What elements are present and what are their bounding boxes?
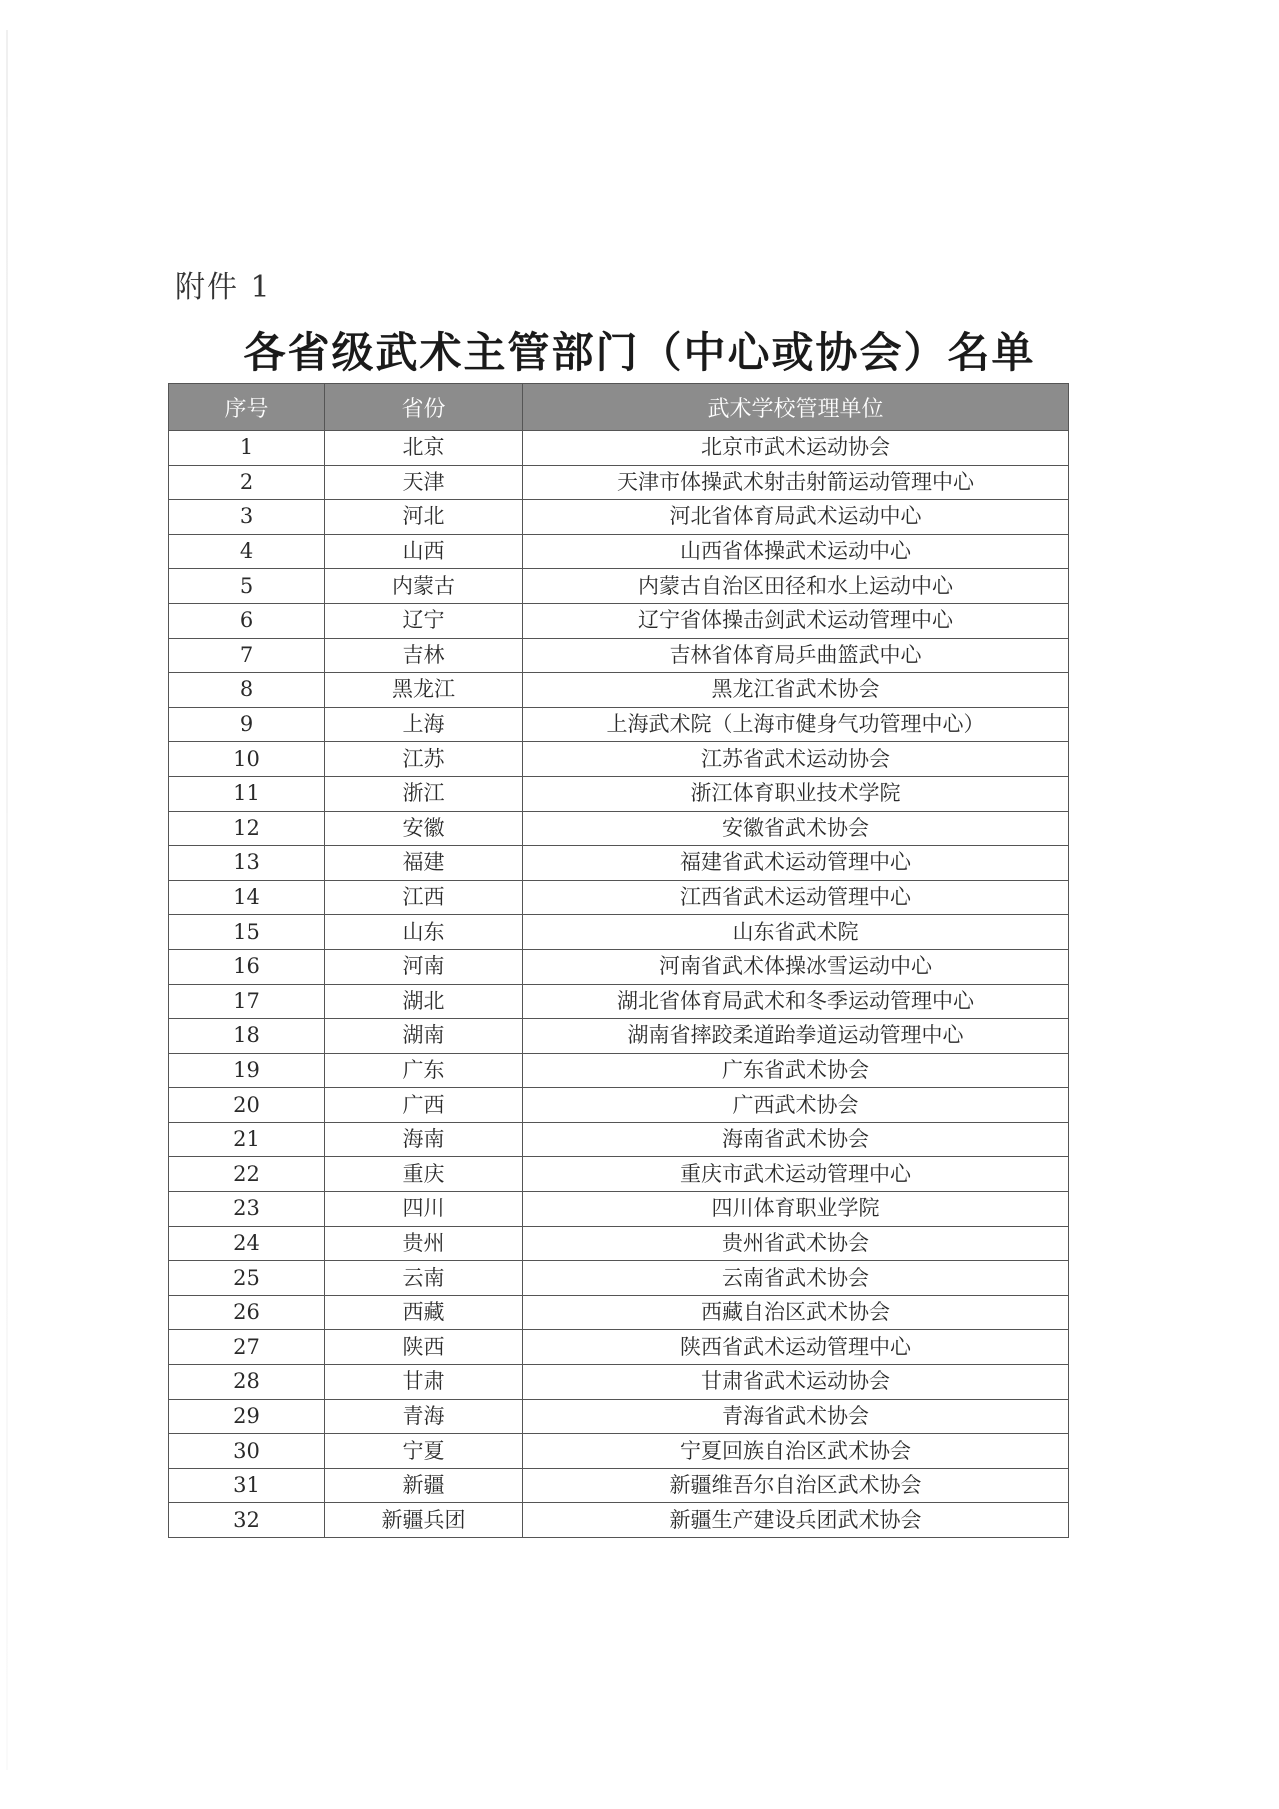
cell-seq: 18 bbox=[169, 1019, 325, 1054]
cell-seq: 17 bbox=[169, 984, 325, 1019]
cell-seq: 15 bbox=[169, 915, 325, 950]
table-row bbox=[169, 1192, 1069, 1227]
cell-seq: 4 bbox=[169, 534, 325, 569]
table-row bbox=[169, 1019, 1069, 1054]
cell-unit: 新疆生产建设兵团武术协会 bbox=[523, 1503, 1069, 1538]
cell-unit: 吉林省体育局乒曲篮武中心 bbox=[523, 638, 1069, 673]
cell-province: 湖北 bbox=[325, 984, 523, 1019]
cell-province: 内蒙古 bbox=[325, 569, 523, 604]
table-row bbox=[169, 1330, 1069, 1365]
cell-unit: 福建省武术运动管理中心 bbox=[523, 846, 1069, 881]
cell-province: 宁夏 bbox=[325, 1434, 523, 1469]
cell-seq: 27 bbox=[169, 1330, 325, 1365]
cell-seq: 16 bbox=[169, 949, 325, 984]
cell-unit: 上海武术院（上海市健身气功管理中心） bbox=[523, 707, 1069, 742]
cell-seq: 29 bbox=[169, 1399, 325, 1434]
cell-province: 重庆 bbox=[325, 1157, 523, 1192]
table-row bbox=[169, 915, 1069, 950]
cell-unit: 海南省武术协会 bbox=[523, 1122, 1069, 1157]
cell-seq: 7 bbox=[169, 638, 325, 673]
cell-province: 天津 bbox=[325, 465, 523, 500]
cell-unit: 宁夏回族自治区武术协会 bbox=[523, 1434, 1069, 1469]
table-row bbox=[169, 984, 1069, 1019]
cell-unit: 广东省武术协会 bbox=[523, 1053, 1069, 1088]
header-row bbox=[169, 384, 1069, 431]
cell-province: 陕西 bbox=[325, 1330, 523, 1365]
cell-seq: 28 bbox=[169, 1365, 325, 1400]
cell-province: 江苏 bbox=[325, 742, 523, 777]
cell-seq: 13 bbox=[169, 846, 325, 881]
cell-province: 甘肃 bbox=[325, 1365, 523, 1400]
table-row bbox=[169, 1295, 1069, 1330]
cell-province: 江西 bbox=[325, 880, 523, 915]
cell-unit: 内蒙古自治区田径和水上运动中心 bbox=[523, 569, 1069, 604]
table-row bbox=[169, 1434, 1069, 1469]
cell-seq: 24 bbox=[169, 1226, 325, 1261]
cell-province: 黑龙江 bbox=[325, 673, 523, 708]
table-row bbox=[169, 569, 1069, 604]
cell-seq: 21 bbox=[169, 1122, 325, 1157]
cell-unit: 江西省武术运动管理中心 bbox=[523, 880, 1069, 915]
cell-province: 新疆 bbox=[325, 1468, 523, 1503]
table-row bbox=[169, 1157, 1069, 1192]
cell-unit: 江苏省武术运动协会 bbox=[523, 742, 1069, 777]
cell-province: 北京 bbox=[325, 431, 523, 466]
cell-province: 河北 bbox=[325, 500, 523, 535]
cell-seq: 1 bbox=[169, 431, 325, 466]
table-row bbox=[169, 1503, 1069, 1538]
cell-province: 河南 bbox=[325, 949, 523, 984]
cell-unit: 青海省武术协会 bbox=[523, 1399, 1069, 1434]
table-row bbox=[169, 673, 1069, 708]
cell-unit: 河北省体育局武术运动中心 bbox=[523, 500, 1069, 535]
table-row bbox=[169, 465, 1069, 500]
cell-province: 湖南 bbox=[325, 1019, 523, 1054]
cell-unit: 四川体育职业学院 bbox=[523, 1192, 1069, 1227]
cell-seq: 26 bbox=[169, 1295, 325, 1330]
table-row bbox=[169, 1122, 1069, 1157]
cell-seq: 3 bbox=[169, 500, 325, 535]
cell-province: 广西 bbox=[325, 1088, 523, 1123]
cell-seq: 9 bbox=[169, 707, 325, 742]
cell-province: 浙江 bbox=[325, 776, 523, 811]
cell-unit: 黑龙江省武术协会 bbox=[523, 673, 1069, 708]
table-row bbox=[169, 431, 1069, 466]
cell-seq: 32 bbox=[169, 1503, 325, 1538]
cell-seq: 8 bbox=[169, 673, 325, 708]
cell-province: 山东 bbox=[325, 915, 523, 950]
cell-unit: 河南省武术体操冰雪运动中心 bbox=[523, 949, 1069, 984]
table-row bbox=[169, 603, 1069, 638]
header-province: 省份 bbox=[325, 384, 523, 431]
cell-unit: 云南省武术协会 bbox=[523, 1261, 1069, 1296]
cell-unit: 湖南省摔跤柔道跆拳道运动管理中心 bbox=[523, 1019, 1069, 1054]
cell-seq: 2 bbox=[169, 465, 325, 500]
table-row bbox=[169, 1468, 1069, 1503]
cell-province: 贵州 bbox=[325, 1226, 523, 1261]
cell-unit: 辽宁省体操击剑武术运动管理中心 bbox=[523, 603, 1069, 638]
table-body bbox=[169, 431, 1069, 1538]
cell-unit: 西藏自治区武术协会 bbox=[523, 1295, 1069, 1330]
cell-seq: 20 bbox=[169, 1088, 325, 1123]
table-row bbox=[169, 500, 1069, 535]
table-row bbox=[169, 949, 1069, 984]
cell-unit: 浙江体育职业技术学院 bbox=[523, 776, 1069, 811]
table-row bbox=[169, 1365, 1069, 1400]
cell-unit: 湖北省体育局武术和冬季运动管理中心 bbox=[523, 984, 1069, 1019]
cell-seq: 5 bbox=[169, 569, 325, 604]
cell-province: 吉林 bbox=[325, 638, 523, 673]
table-row bbox=[169, 638, 1069, 673]
table-row bbox=[169, 1261, 1069, 1296]
cell-unit: 安徽省武术协会 bbox=[523, 811, 1069, 846]
cell-seq: 25 bbox=[169, 1261, 325, 1296]
cell-unit: 广西武术协会 bbox=[523, 1088, 1069, 1123]
cell-province: 青海 bbox=[325, 1399, 523, 1434]
cell-province: 广东 bbox=[325, 1053, 523, 1088]
cell-seq: 14 bbox=[169, 880, 325, 915]
cell-unit: 新疆维吾尔自治区武术协会 bbox=[523, 1468, 1069, 1503]
cell-unit: 北京市武术运动协会 bbox=[523, 431, 1069, 466]
cell-unit: 陕西省武术运动管理中心 bbox=[523, 1330, 1069, 1365]
cell-seq: 11 bbox=[169, 776, 325, 811]
table-row bbox=[169, 776, 1069, 811]
table-row bbox=[169, 846, 1069, 881]
header-seq: 序号 bbox=[169, 384, 325, 431]
attachment-label: 附件 1 bbox=[175, 270, 272, 305]
cell-seq: 12 bbox=[169, 811, 325, 846]
table-row bbox=[169, 1053, 1069, 1088]
cell-unit: 山西省体操武术运动中心 bbox=[523, 534, 1069, 569]
scan-page-edge bbox=[6, 30, 8, 1770]
table-header bbox=[169, 384, 1069, 431]
cell-unit: 贵州省武术协会 bbox=[523, 1226, 1069, 1261]
cell-unit: 天津市体操武术射击射箭运动管理中心 bbox=[523, 465, 1069, 500]
table-row bbox=[169, 707, 1069, 742]
cell-province: 安徽 bbox=[325, 811, 523, 846]
cell-province: 海南 bbox=[325, 1122, 523, 1157]
cell-province: 云南 bbox=[325, 1261, 523, 1296]
table-row bbox=[169, 1088, 1069, 1123]
cell-unit: 山东省武术院 bbox=[523, 915, 1069, 950]
table-row bbox=[169, 742, 1069, 777]
table-row bbox=[169, 1226, 1069, 1261]
table-row bbox=[169, 880, 1069, 915]
cell-province: 辽宁 bbox=[325, 603, 523, 638]
header-unit: 武术学校管理单位 bbox=[523, 384, 1069, 431]
unit-list-table-container bbox=[168, 383, 1068, 1538]
document-title: 各省级武术主管部门（中心或协会）名单 bbox=[243, 328, 1036, 377]
cell-province: 西藏 bbox=[325, 1295, 523, 1330]
cell-province: 新疆兵团 bbox=[325, 1503, 523, 1538]
cell-province: 上海 bbox=[325, 707, 523, 742]
table-row bbox=[169, 534, 1069, 569]
cell-seq: 10 bbox=[169, 742, 325, 777]
cell-province: 山西 bbox=[325, 534, 523, 569]
unit-list-table bbox=[168, 383, 1069, 1538]
cell-unit: 甘肃省武术运动协会 bbox=[523, 1365, 1069, 1400]
cell-seq: 23 bbox=[169, 1192, 325, 1227]
cell-seq: 6 bbox=[169, 603, 325, 638]
cell-seq: 22 bbox=[169, 1157, 325, 1192]
cell-province: 四川 bbox=[325, 1192, 523, 1227]
cell-seq: 30 bbox=[169, 1434, 325, 1469]
table-row bbox=[169, 811, 1069, 846]
cell-province: 福建 bbox=[325, 846, 523, 881]
table-row bbox=[169, 1399, 1069, 1434]
cell-seq: 19 bbox=[169, 1053, 325, 1088]
cell-seq: 31 bbox=[169, 1468, 325, 1503]
cell-unit: 重庆市武术运动管理中心 bbox=[523, 1157, 1069, 1192]
